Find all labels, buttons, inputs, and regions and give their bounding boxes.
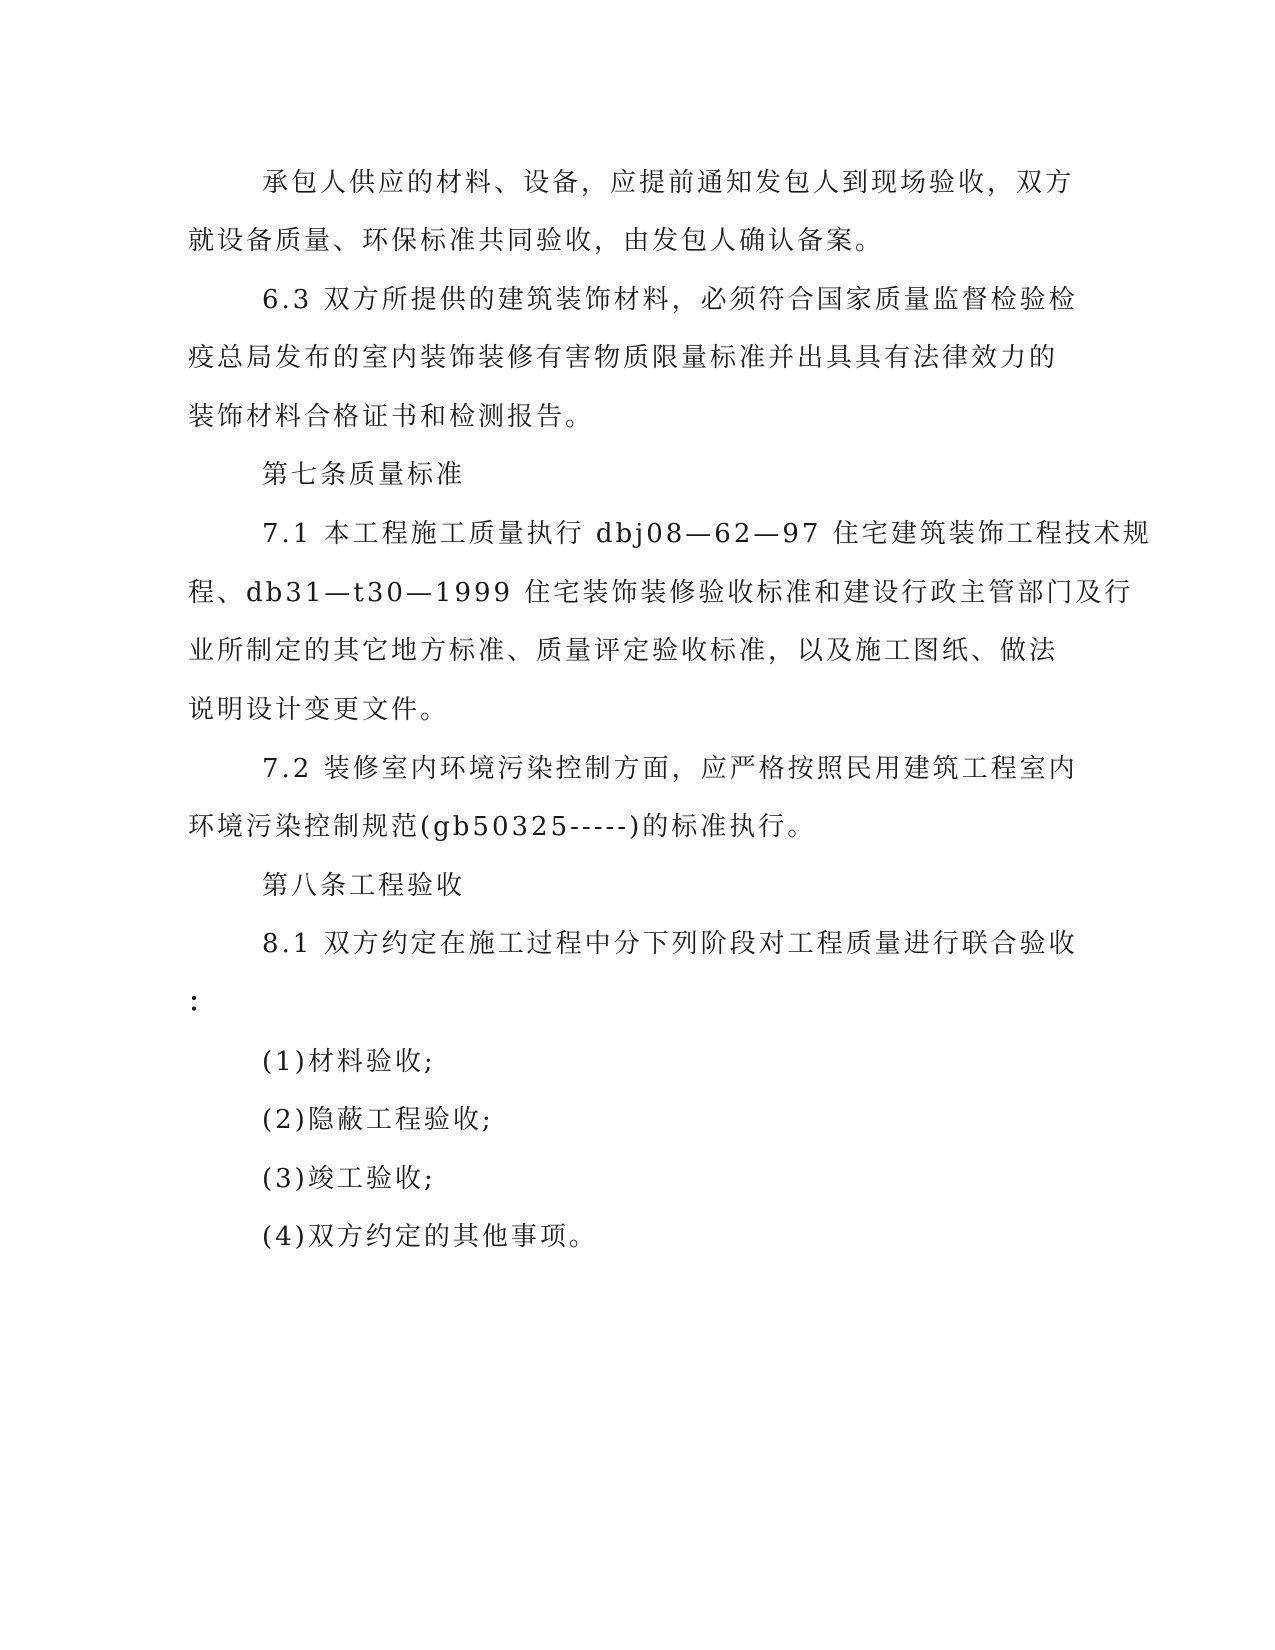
paragraph-line: 8.1 双方约定在施工过程中分下列阶段对工程质量进行联合验收	[262, 929, 1078, 959]
list-item: (3)竣工验收;	[262, 1164, 436, 1194]
paragraph-line: 承包人供应的材料、设备，应提前通知发包人到现场验收，双方	[262, 168, 1075, 198]
paragraph-line: 疫总局发布的室内装饰装修有害物质限量标准并出具具有法律效力的	[188, 343, 1059, 373]
paragraph-line: 装饰材料合格证书和检测报告。	[188, 402, 595, 432]
section-heading: 第八条工程验收	[262, 871, 466, 901]
list-item: (4)双方约定的其他事项。	[262, 1222, 598, 1252]
list-item: (1)材料验收;	[262, 1047, 436, 1077]
paragraph-line: 6.3 双方所提供的建筑装饰材料，必须符合国家质量监督检验检	[262, 285, 1078, 315]
paragraph-line: 就设备质量、环保标准共同验收，由发包人确认备案。	[188, 226, 885, 256]
section-heading: 第七条质量标准	[262, 460, 466, 490]
paragraph-line: 程、db31—t30—1999 住宅装饰装修验收标准和建设行政主管部门及行	[188, 578, 1134, 608]
paragraph-line: 环境污染控制规范(gb50325-----)的标准执行。	[188, 812, 817, 842]
paragraph-line: ：	[188, 988, 218, 1018]
paragraph-line: 7.2 装修室内环境污染控制方面，应严格按照民用建筑工程室内	[262, 754, 1078, 784]
list-item: (2)隐蔽工程验收;	[262, 1105, 494, 1135]
paragraph-line: 说明设计变更文件。	[188, 695, 450, 725]
paragraph-line: 7.1 本工程施工质量执行 dbj08—62—97 住宅建筑装饰工程技术规	[262, 519, 1152, 549]
paragraph-line: 业所制定的其它地方标准、质量评定验收标准，以及施工图纸、做法	[188, 636, 1059, 666]
